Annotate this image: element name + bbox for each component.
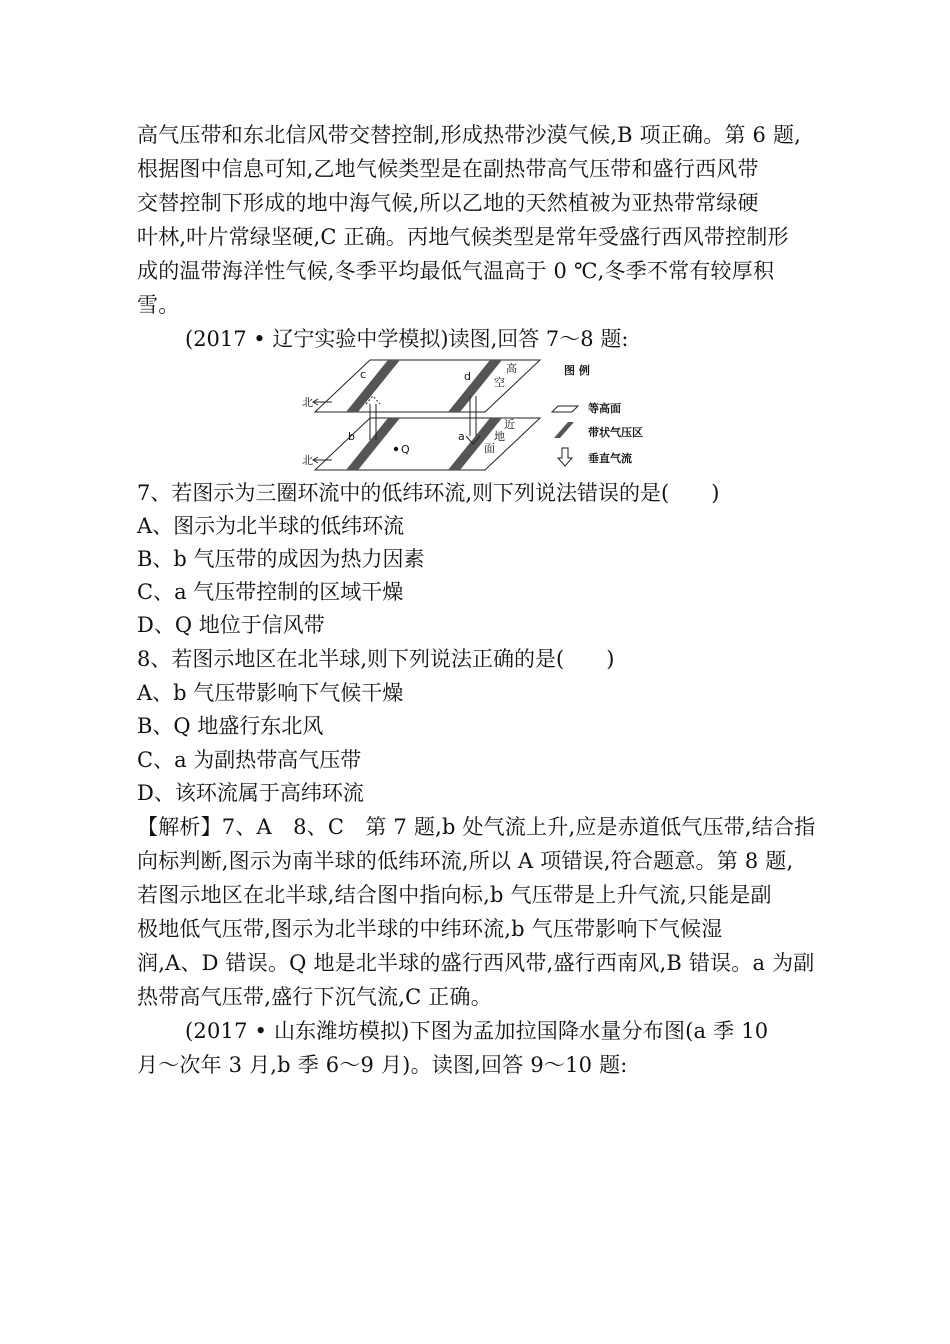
lower-plane-label-char: 面 [484, 442, 495, 455]
band-label-a: a [458, 430, 465, 443]
q8-option-c: C、a 为副热带高气压带 [137, 748, 362, 772]
q8-option-a: A、b 气压带影响下气候干燥 [137, 681, 404, 705]
legend-title: 图 例 [564, 364, 590, 377]
legend-down-arrow-icon [558, 448, 572, 466]
point-q-marker [394, 447, 398, 451]
q7-option-d: D、Q 地位于信风带 [137, 613, 325, 637]
point-q-label: Q [401, 443, 410, 456]
legend-label-airflow: 垂直气流 [588, 452, 632, 465]
band-label-c: c [360, 368, 367, 381]
intro-line: 交替控制下形成的地中海气候,所以乙地的天然植被为亚热带常绿硬 [137, 191, 759, 215]
band-label-d: d [464, 370, 471, 383]
analysis-line: 【解析】7、A 8、C 第 7 题,b 处气流上升,应是赤道低气压带,结合指 [137, 815, 816, 839]
legend-band-icon [554, 422, 574, 438]
legend-label-band: 带状气压区 [588, 426, 643, 439]
analysis-line: 极地低气压带,图示为北半球的中纬环流,b 气压带影响下气候湿 [137, 917, 723, 941]
analysis-line: 润,A、D 错误。Q 地是北半球的盛行西风带,盛行西南风,B 错误。a 为副 [137, 951, 815, 975]
analysis-line: 向标判断,图示为南半球的低纬环流,所以 A 项错误,符合题意。第 8 题, [137, 849, 794, 873]
pressure-band-b [346, 418, 400, 470]
q7-option-c: C、a 气压带控制的区域干燥 [137, 580, 404, 604]
question-intro-7-8: (2017 • 辽宁实验中学模拟)读图,回答 7～8 题: [185, 327, 629, 351]
intro-line: 成的温带海洋性气候,冬季平均最低气温高于 0 ℃,冬季不常有较厚积 [137, 259, 775, 283]
q7-option-b: B、b 气压带的成因为热力因素 [137, 547, 425, 571]
analysis-paragraph [137, 810, 827, 1014]
q8-option-d: D、该环流属于高纬环流 [137, 781, 364, 805]
circulation-diagram [300, 356, 660, 474]
analysis-line: 热带高气压带,盛行下沉气流,C 正确。 [137, 985, 492, 1009]
intro2-line: (2017 • 山东潍坊模拟)下图为孟加拉国降水量分布图(a 季 10 [185, 1019, 769, 1043]
band-label-b: b [348, 430, 355, 443]
circulation-diagram-svg [300, 356, 660, 474]
upper-plane-label-char: 空 [494, 376, 505, 389]
north-label-upper: 北 [302, 396, 313, 409]
intro-line: 高气压带和东北信风带交替控制,形成热带沙漠气候,B 项正确。第 6 题, [137, 123, 802, 147]
lower-plane-label-char: 近 [504, 418, 515, 431]
legend-plane-icon [552, 406, 578, 412]
q7-option-a: A、图示为北半球的低纬环流 [137, 514, 405, 538]
lower-plane-label-char: 地 [494, 430, 505, 443]
q8-option-b: B、Q 地盛行东北风 [137, 714, 324, 738]
pressure-band-c [346, 360, 400, 412]
legend-label-plane: 等高面 [588, 402, 621, 415]
intro-line: 雪。 [137, 293, 180, 317]
upper-plane-label-char: 高 [506, 362, 517, 375]
intro-line: 根据图中信息可知,乙地气候类型是在副热带高气压带和盛行西风带 [137, 157, 759, 181]
analysis-line: 若图示地区在北半球,结合图中指向标,b 气压带是上升气流,只能是副 [137, 883, 772, 907]
intro-paragraph [137, 118, 827, 322]
q8-stem: 8、若图示地区在北半球,则下列说法正确的是( ) [137, 647, 615, 671]
intro2-line: 月～次年 3 月,b 季 6～9 月)。读图,回答 9～10 题: [137, 1053, 628, 1077]
question-intro-9-10 [137, 1014, 827, 1082]
intro-line: 叶林,叶片常绿坚硬,C 正确。丙地气候类型是常年受盛行西风带控制形 [137, 225, 789, 249]
north-label-lower: 北 [302, 454, 313, 467]
q7-stem: 7、若图示为三圈环流中的低纬环流,则下列说法错误的是( ) [137, 481, 720, 505]
